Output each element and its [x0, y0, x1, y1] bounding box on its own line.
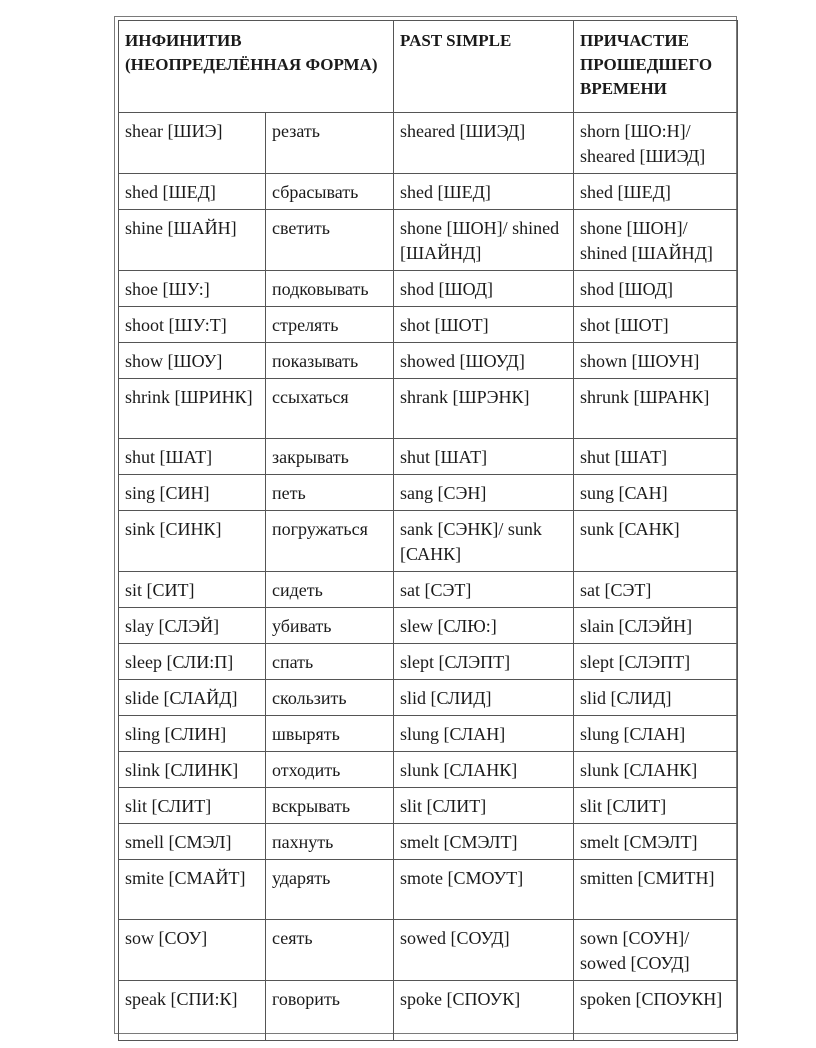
table-row — [119, 343, 738, 379]
infinitive-cell: sink [СИНК] — [119, 511, 266, 572]
past-simple-cell: slept [СЛЭПТ] — [394, 644, 574, 680]
past-simple-cell: shone [ШОН]/ shined [ШАЙНД] — [394, 210, 574, 271]
table-row — [119, 511, 738, 572]
past-simple-cell: spoke [СПОУК] — [394, 981, 574, 1041]
infinitive-cell: smite [СМАЙТ] — [119, 860, 266, 920]
participle-cell: sunk [САНК] — [574, 511, 738, 572]
table-row — [119, 572, 738, 608]
translation-cell: отходить — [266, 752, 394, 788]
infinitive-cell: slink [СЛИНК] — [119, 752, 266, 788]
infinitive-cell: slit [СЛИТ] — [119, 788, 266, 824]
past-simple-cell: sang [СЭН] — [394, 475, 574, 511]
past-simple-cell: sank [СЭНК]/ sunk [САНК] — [394, 511, 574, 572]
translation-cell: показывать — [266, 343, 394, 379]
participle-cell: spoken [СПОУКН] — [574, 981, 738, 1041]
table-row — [119, 824, 738, 860]
past-simple-cell: slunk [СЛАНК] — [394, 752, 574, 788]
table-row — [119, 788, 738, 824]
participle-cell: slit [СЛИТ] — [574, 788, 738, 824]
participle-cell: sung [САН] — [574, 475, 738, 511]
past-simple-cell: sowed [СОУД] — [394, 920, 574, 981]
translation-cell: подковывать — [266, 271, 394, 307]
translation-cell: светить — [266, 210, 394, 271]
infinitive-cell: shut [ШАТ] — [119, 439, 266, 475]
translation-cell: резать — [266, 113, 394, 174]
past-simple-cell: slew [СЛЮ:] — [394, 608, 574, 644]
participle-cell: shorn [ШО:Н]/ sheared [ШИЭД] — [574, 113, 738, 174]
past-simple-cell: showed [ШОУД] — [394, 343, 574, 379]
table-row — [119, 439, 738, 475]
participle-cell: slid [СЛИД] — [574, 680, 738, 716]
infinitive-cell: speak [СПИ:К] — [119, 981, 266, 1041]
infinitive-cell: shed [ШЕД] — [119, 174, 266, 210]
translation-cell: скользить — [266, 680, 394, 716]
infinitive-cell: show [ШОУ] — [119, 343, 266, 379]
participle-cell: shown [ШОУН] — [574, 343, 738, 379]
translation-cell: стрелять — [266, 307, 394, 343]
infinitive-cell: smell [СМЭЛ] — [119, 824, 266, 860]
table-row — [119, 920, 738, 981]
participle-cell: shut [ШАТ] — [574, 439, 738, 475]
past-simple-cell: sheared [ШИЭД] — [394, 113, 574, 174]
past-simple-cell: smote [СМОУТ] — [394, 860, 574, 920]
infinitive-cell: shoe [ШУ:] — [119, 271, 266, 307]
translation-cell: сеять — [266, 920, 394, 981]
translation-cell: спать — [266, 644, 394, 680]
participle-cell: sown [СОУН]/ sowed [СОУД] — [574, 920, 738, 981]
table-row — [119, 981, 738, 1041]
participle-cell: shed [ШЕД] — [574, 174, 738, 210]
participle-cell: shrunk [ШРАНК] — [574, 379, 738, 439]
table-row — [119, 271, 738, 307]
header-infinitive: ИНФИНИТИВ (НЕОПРЕДЕЛЁННАЯ ФОРМА) — [119, 21, 394, 113]
translation-cell: закрывать — [266, 439, 394, 475]
infinitive-cell: sleep [СЛИ:П] — [119, 644, 266, 680]
infinitive-cell: shoot [ШУ:Т] — [119, 307, 266, 343]
past-simple-cell: sat [СЭТ] — [394, 572, 574, 608]
verb-table-frame — [114, 16, 737, 1034]
table-row — [119, 379, 738, 439]
past-simple-cell: shed [ШЕД] — [394, 174, 574, 210]
past-simple-cell: shot [ШОТ] — [394, 307, 574, 343]
translation-cell: сидеть — [266, 572, 394, 608]
infinitive-cell: shear [ШИЭ] — [119, 113, 266, 174]
translation-cell: швырять — [266, 716, 394, 752]
table-row — [119, 307, 738, 343]
translation-cell: сбрасывать — [266, 174, 394, 210]
translation-cell: погружаться — [266, 511, 394, 572]
table-row — [119, 644, 738, 680]
translation-cell: пахнуть — [266, 824, 394, 860]
table-header-row — [119, 21, 738, 113]
past-simple-cell: slit [СЛИТ] — [394, 788, 574, 824]
translation-cell: вскрывать — [266, 788, 394, 824]
past-simple-cell: slung [СЛАН] — [394, 716, 574, 752]
table-row — [119, 680, 738, 716]
translation-cell: петь — [266, 475, 394, 511]
table-row — [119, 113, 738, 174]
participle-cell: slept [СЛЭПТ] — [574, 644, 738, 680]
infinitive-cell: sing [СИН] — [119, 475, 266, 511]
participle-cell: shot [ШОТ] — [574, 307, 738, 343]
infinitive-cell: shine [ШАЙН] — [119, 210, 266, 271]
participle-cell: slunk [СЛАНК] — [574, 752, 738, 788]
translation-cell: ссыхаться — [266, 379, 394, 439]
table-row — [119, 860, 738, 920]
header-participle: ПРИЧАСТИЕ ПРОШЕДШЕГО ВРЕМЕНИ — [574, 21, 738, 113]
past-simple-cell: shut [ШАТ] — [394, 439, 574, 475]
irregular-verbs-table — [118, 20, 738, 1041]
infinitive-cell: slay [СЛЭЙ] — [119, 608, 266, 644]
table-row — [119, 608, 738, 644]
past-simple-cell: shrank [ШРЭНК] — [394, 379, 574, 439]
infinitive-cell: sow [СОУ] — [119, 920, 266, 981]
table-row — [119, 210, 738, 271]
translation-cell: ударять — [266, 860, 394, 920]
past-simple-cell: smelt [СМЭЛТ] — [394, 824, 574, 860]
participle-cell: smitten [СМИТН] — [574, 860, 738, 920]
table-row — [119, 174, 738, 210]
past-simple-cell: shod [ШОД] — [394, 271, 574, 307]
participle-cell: slain [СЛЭЙН] — [574, 608, 738, 644]
participle-cell: slung [СЛАН] — [574, 716, 738, 752]
header-past-simple: PAST SIMPLE — [394, 21, 574, 113]
table-row — [119, 716, 738, 752]
translation-cell: убивать — [266, 608, 394, 644]
infinitive-cell: shrink [ШРИНК] — [119, 379, 266, 439]
participle-cell: shone [ШОН]/ shined [ШАЙНД] — [574, 210, 738, 271]
past-simple-cell: slid [СЛИД] — [394, 680, 574, 716]
infinitive-cell: slide [СЛАЙД] — [119, 680, 266, 716]
translation-cell: говорить — [266, 981, 394, 1041]
table-row — [119, 475, 738, 511]
table-row — [119, 752, 738, 788]
infinitive-cell: sit [СИТ] — [119, 572, 266, 608]
participle-cell: smelt [СМЭЛТ] — [574, 824, 738, 860]
infinitive-cell: sling [СЛИН] — [119, 716, 266, 752]
participle-cell: sat [СЭТ] — [574, 572, 738, 608]
participle-cell: shod [ШОД] — [574, 271, 738, 307]
